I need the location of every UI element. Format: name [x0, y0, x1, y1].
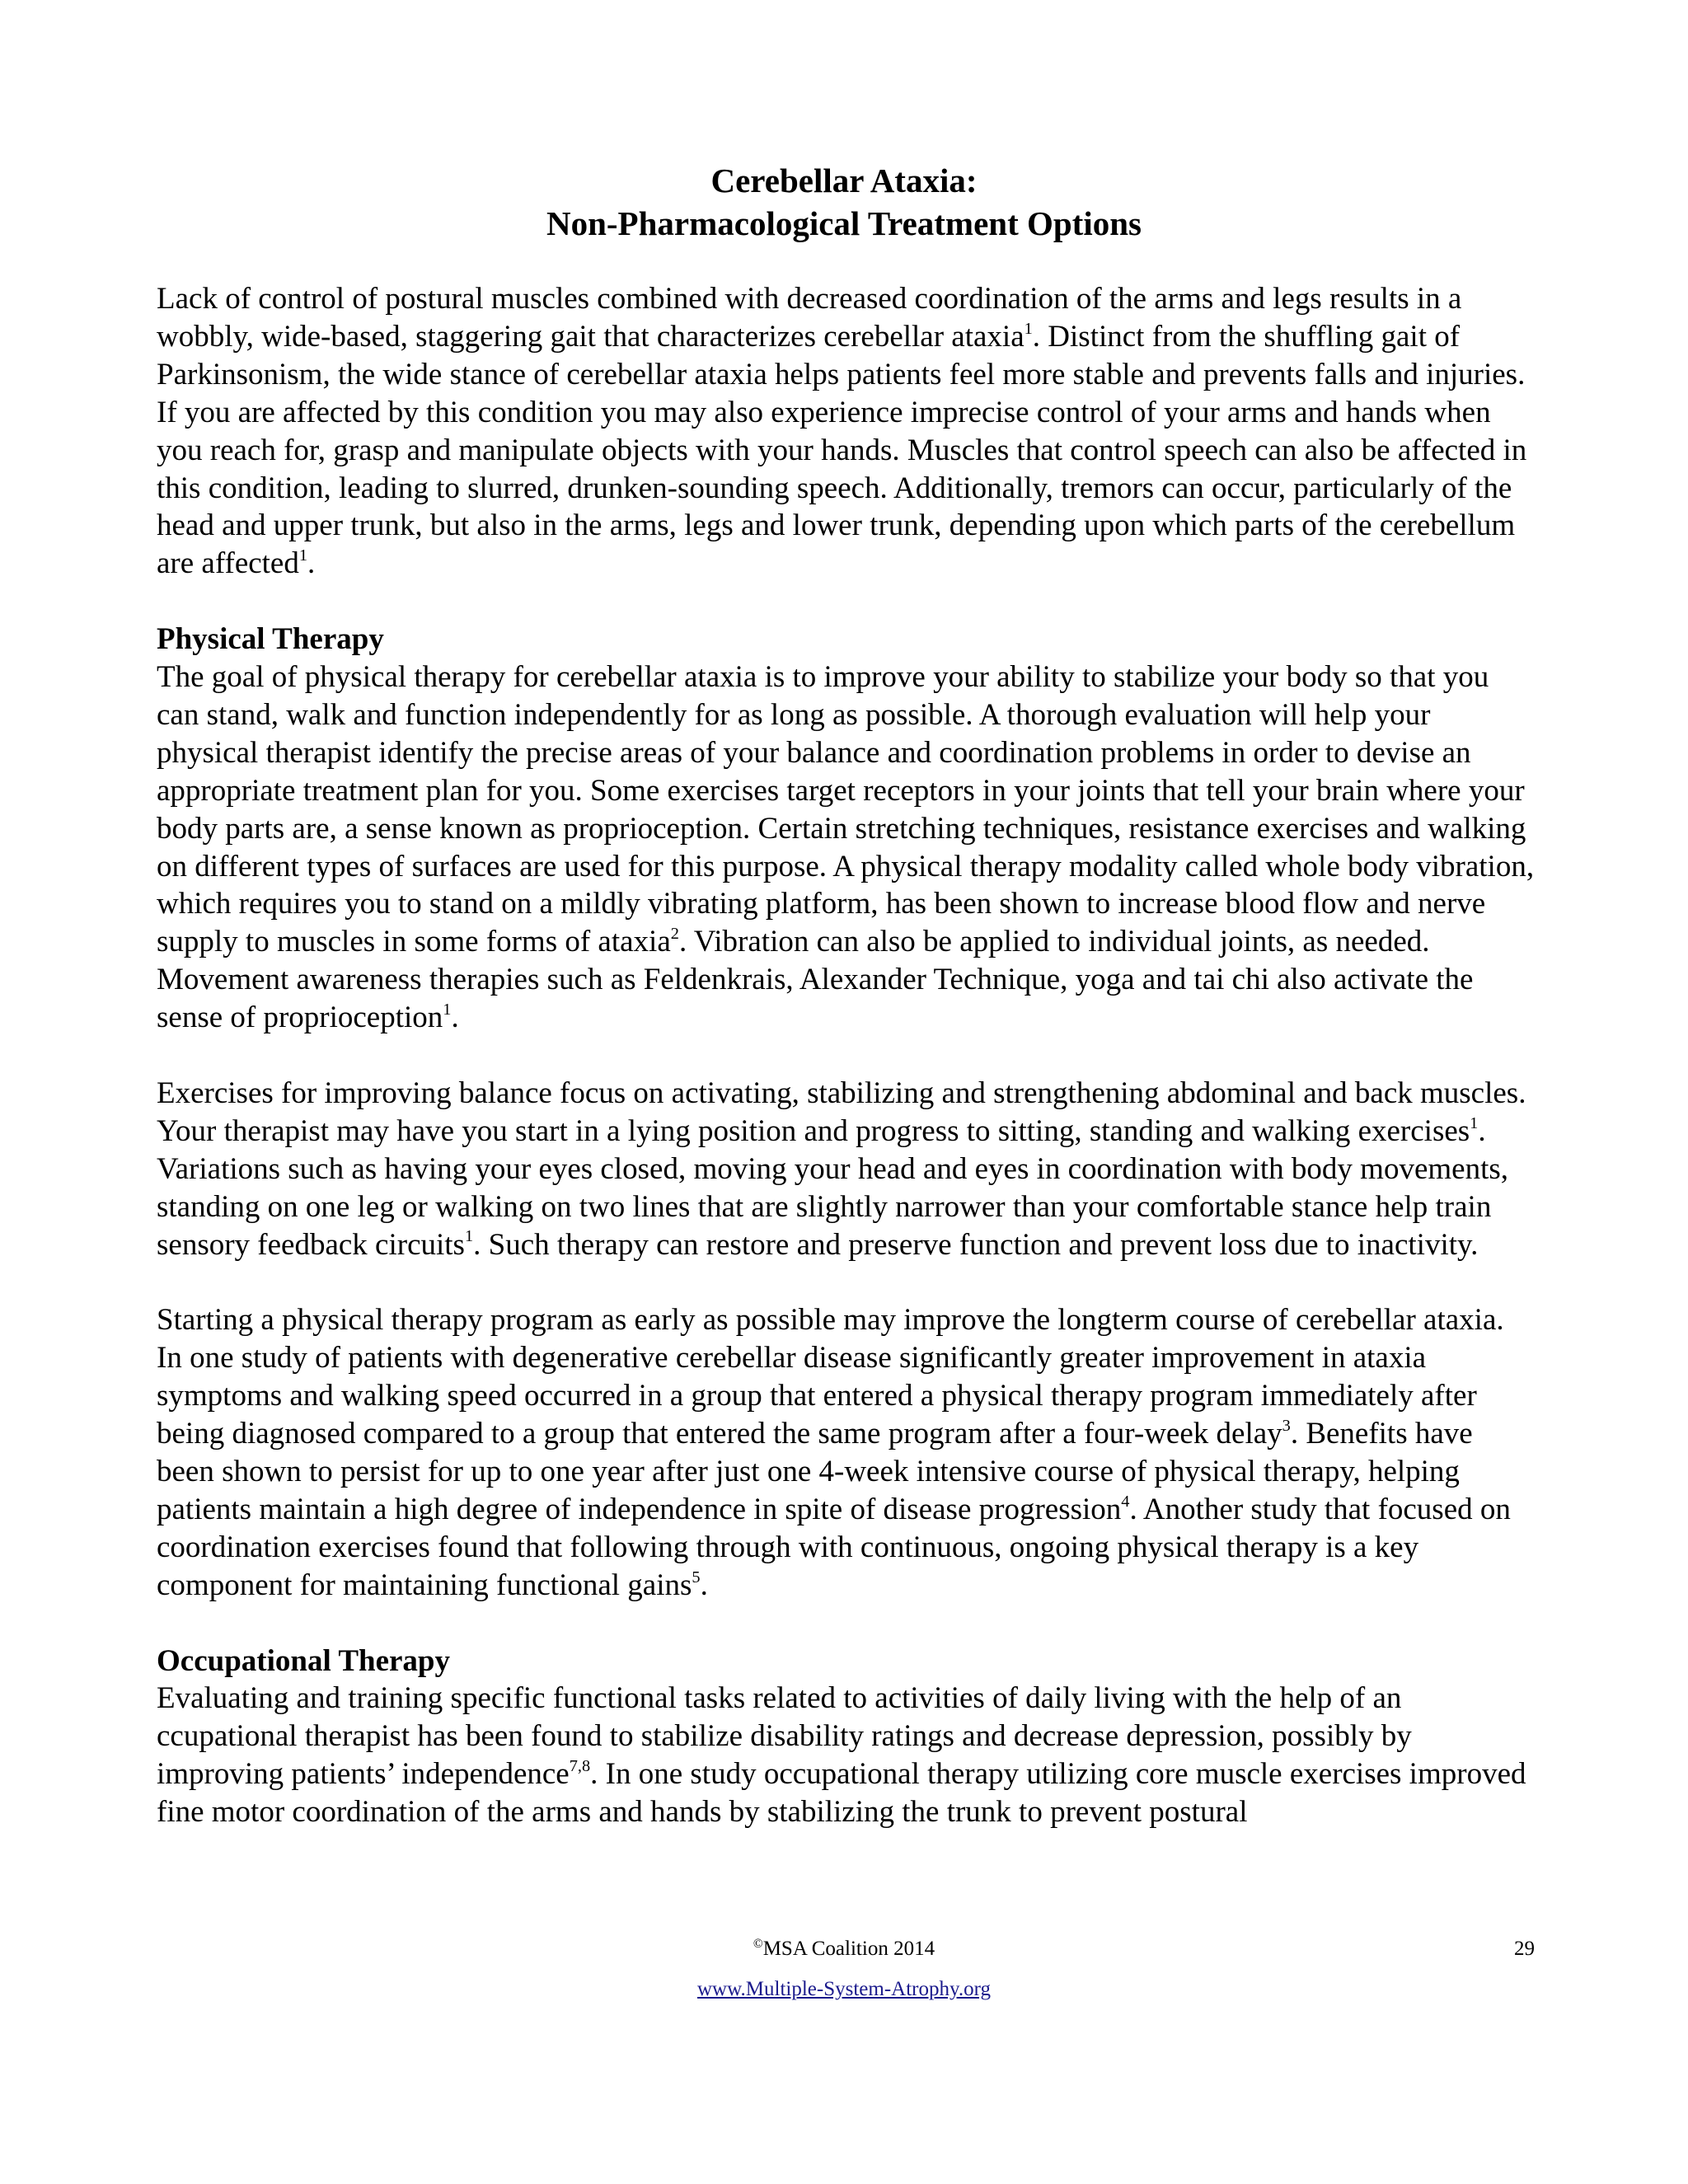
ot-p1-text-2: . In one study occupational therapy utilizing core muscle exercises improved fine motor coordination of the arms and hands by stabilizing the trunk to prevent postural — [157, 1757, 1526, 1830]
reference-superscript: 1 — [464, 1227, 474, 1246]
reference-superscript: 1 — [1024, 319, 1033, 338]
reference-superscript: 4 — [1121, 1492, 1130, 1511]
pt-p3-text-2: . Benefits have been shown to persist for up to one year after just one 4-week intensive course of physical therapy, helping patients maintain a high degree of independence in spite of disease progression — [157, 1417, 1473, 1526]
website-link[interactable]: www.Multiple-System-Atrophy.org — [697, 1978, 991, 2000]
page-title-line-1: Cerebellar Ataxia: — [710, 162, 978, 199]
copyright-symbol: © — [753, 1936, 763, 1951]
reference-superscript: 7,8 — [569, 1757, 591, 1776]
paragraph-spacer — [157, 1605, 1535, 1643]
physical-therapy-paragraph-1 — [157, 658, 1535, 1037]
footer-copyright — [0, 1936, 1688, 1962]
ot-p1-text-1: Evaluating and training specific functional tasks related to activities of daily living with the help of an ccupational therapist has been found to stabilize disability ratings and decrease depression, possibly by improving patients’ independence — [157, 1681, 1412, 1792]
pt-p2-text-1: Exercises for improving balance focus on activating, stabilizing and strengthening abdominal and back muscles. Your therapist may have you start in a lying position and progress to sitting, standing and walking exercises — [157, 1076, 1526, 1148]
pt-p3-text-3: . Another study that focused on coordination exercises found that following through with continuous, ongoing physical therapy is a key component for maintaining functional gains — [157, 1492, 1511, 1602]
paragraph-spacer — [157, 1264, 1535, 1302]
occupational-therapy-heading: Occupational Therapy — [157, 1643, 450, 1678]
document-body — [157, 280, 1535, 1831]
reference-superscript: 2 — [670, 925, 679, 944]
reference-superscript: 3 — [1282, 1416, 1291, 1435]
intro-text-1: Lack of control of postural muscles combined with decreased coordination of the arms and legs results in a wobbly, wide-based, staggering gait that characterizes cerebellar ataxia — [157, 282, 1462, 354]
intro-text-3: . — [307, 546, 316, 581]
pt-p2-text-2: . Variations such as having your eyes closed, moving your head and eyes in coordination with body movements, standing on one leg or walking on two lines that are slightly narrower than your comfortable stance help train sensory feedback circuits — [157, 1113, 1508, 1262]
occupational-therapy-paragraph-1 — [157, 1680, 1535, 1831]
physical-therapy-paragraph-2 — [157, 1075, 1535, 1264]
physical-therapy-heading: Physical Therapy — [157, 622, 384, 657]
reference-superscript: 1 — [298, 546, 308, 565]
footer-link-container — [0, 1976, 1688, 2003]
reference-superscript: 5 — [692, 1568, 701, 1586]
pt-p1-text-1: The goal of physical therapy for cerebellar ataxia is to improve your ability to stabilize your body so that you can stand, walk and function independently for as long as possible. A thorough evaluation will help your physical therapist identify the precise areas of your balance and coordination problems in order to devise an appropriate treatment plan for you. Some exercises target receptors in your joints that tell your brain where your body parts are, a sense known as proprioception. Certain stretching techniques, resistance exercises and walking on different types of surfaces are used for this purpose. A physical therapy modality called whole body vibration, which requires you to stand on a mildly vibrating platform, has been shown to increase blood flow and nerve supply to muscles in some forms of ataxia — [157, 660, 1535, 959]
intro-paragraph — [157, 280, 1535, 583]
paragraph-spacer — [157, 583, 1535, 621]
intro-text-2: . Distinct from the shuffling gait of Parkinsonism, the wide stance of cerebellar ataxia helps patients feel more stable and prevents falls and injuries. If you are affected by this condition you may also experience imprecise control of your arms and hands when you reach for, grasp and manipulate objects with your hands. Muscles that control speech can also be affected in this condition, leading to slurred, drunken-sounding speech. Additionally, tremors can occur, particularly of the head and upper trunk, but also in the arms, legs and lower trunk, depending upon which parts of the cerebellum are affected — [157, 319, 1527, 581]
pt-p3-text-4: . — [700, 1568, 708, 1602]
physical-therapy-paragraph-3 — [157, 1301, 1535, 1604]
reference-superscript: 1 — [443, 1000, 452, 1019]
pt-p1-text-3: . — [451, 1001, 459, 1035]
pt-p2-text-3: . Such therapy can restore and preserve function and prevent loss due to inactivity. — [473, 1227, 1479, 1262]
pt-p3-text-1: Starting a physical therapy program as early as possible may improve the longterm course of cerebellar ataxia. In one study of patients with degenerative cerebellar disease significantly greater improvement in ataxia symptoms and walking speed occurred in a group that entered a physical therapy program immediately after being diagnosed compared to a group that entered the same program after a four-week delay — [157, 1303, 1504, 1451]
page-number: 29 — [1514, 1938, 1535, 1960]
pt-p1-text-2: . Vibration can also be applied to individual joints, as needed. Movement awareness therapies such as Feldenkrais, Alexander Technique, yoga and tai chi also activate the sense of proprioception — [157, 925, 1474, 1035]
copyright-text: MSA Coalition 2014 — [762, 1938, 935, 1960]
paragraph-spacer — [157, 1037, 1535, 1075]
page-title-line-2: Non-Pharmacological Treatment Options — [546, 204, 1142, 242]
reference-superscript: 1 — [1470, 1113, 1479, 1132]
